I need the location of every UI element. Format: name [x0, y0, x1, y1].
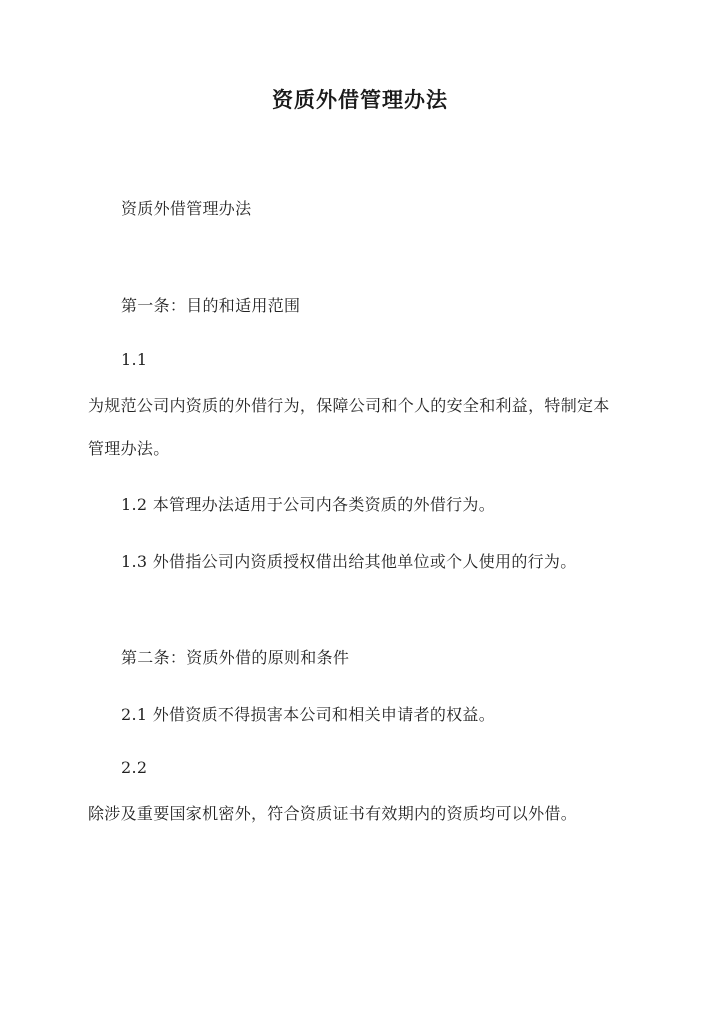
clause-1-2: 1.2 本管理办法适用于公司内各类资质的外借行为。 [121, 495, 496, 514]
clause-2-1: 2.1 外借资质不得损害本公司和相关申请者的权益。 [121, 705, 496, 724]
clause-1-1-text-line1: 为规范公司内资质的外借行为，保障公司和个人的安全和利益，特制定本 [88, 396, 610, 415]
clause-2-2-text-line1: 除涉及重要国家机密外，符合资质证书有效期内的资质均可以外借。 [88, 804, 578, 823]
document-subtitle: 资质外借管理办法 [121, 199, 252, 218]
clause-1-3: 1.3 外借指公司内资质授权借出给其他单位或个人使用的行为。 [121, 552, 577, 571]
clause-1-1-text-line2: 管理办法。 [88, 439, 170, 458]
clause-1-1-number: 1.1 [121, 350, 148, 369]
clause-2-2-number: 2.2 [121, 758, 148, 777]
document-title: 资质外借管理办法 [272, 87, 448, 112]
section-2-heading: 第二条：资质外借的原则和条件 [121, 648, 350, 667]
section-1-heading: 第一条：目的和适用范围 [121, 296, 301, 315]
